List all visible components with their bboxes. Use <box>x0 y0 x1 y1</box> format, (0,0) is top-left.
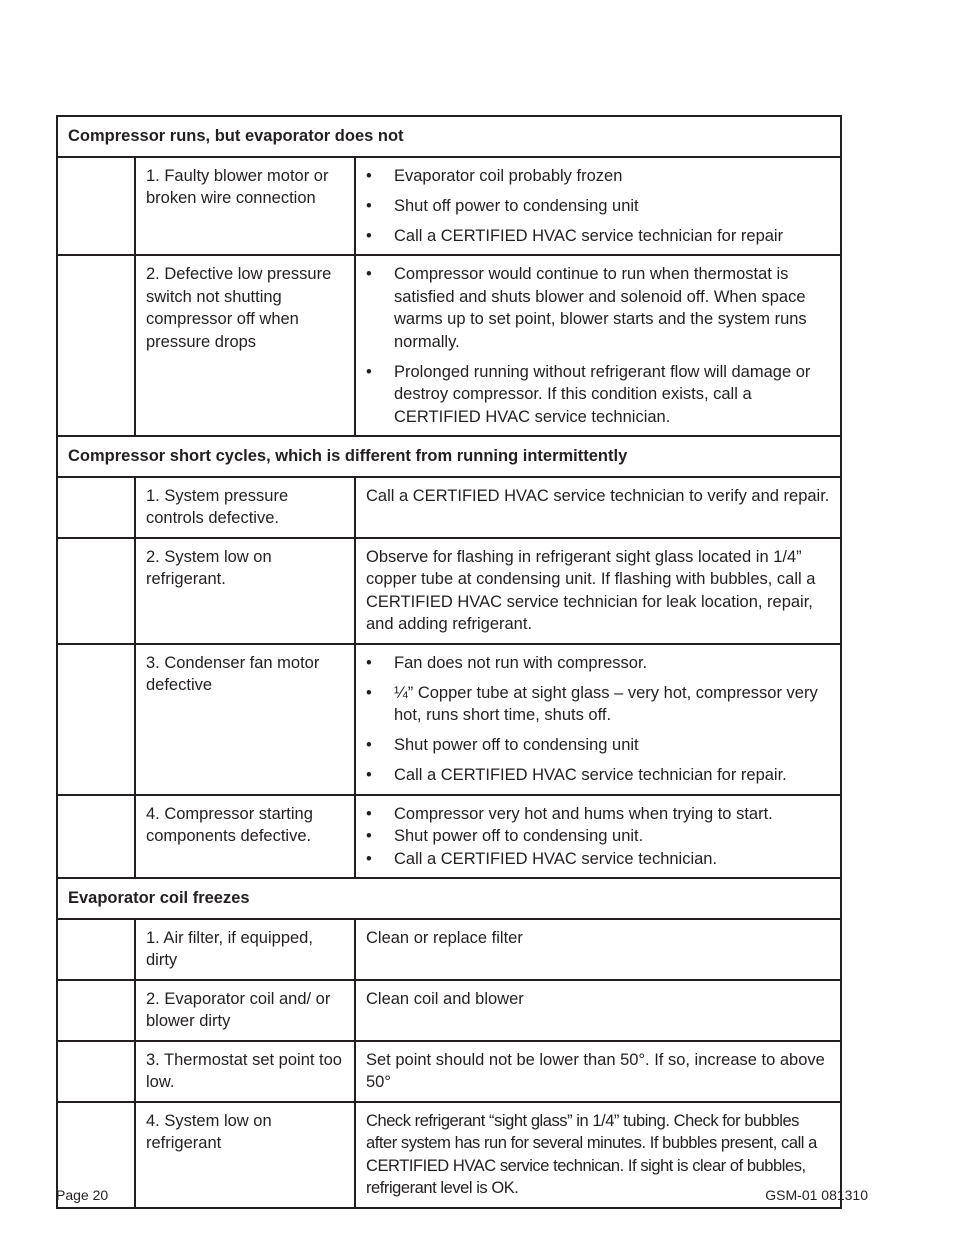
cause-text: 2. System low on refrigerant. <box>146 547 272 588</box>
bullet-icon: • <box>366 827 372 845</box>
cause-text: 2. Defective low pressure switch not shutting compressor off when pressure drops <box>146 265 332 351</box>
remedy-cell <box>355 644 841 795</box>
remedy-cell <box>355 919 841 980</box>
remedy-text: Call a CERTIFIED HVAC service technician for repair. <box>394 766 787 784</box>
troubleshooting-table <box>56 115 842 1209</box>
bullet-icon: • <box>366 196 372 215</box>
blank-cell <box>57 1041 135 1102</box>
section-header-row <box>57 878 841 919</box>
cause-cell <box>135 980 355 1041</box>
remedy-cell <box>355 1041 841 1102</box>
remedy-list <box>366 263 830 428</box>
remedy-text: Check refrigerant “sight glass” in 1/4” tubing. Check for bubbles after system has run for several minutes. If bubbles present, call a CERTIFIED HVAC service technican. If sight is clear of bubbles, refrigerant level is OK. <box>366 1111 817 1197</box>
list-item <box>366 803 830 826</box>
table-row <box>57 477 841 538</box>
table-row <box>57 644 841 795</box>
cause-text: 1. Faulty blower motor or broken wire connection <box>146 166 329 207</box>
cause-cell <box>135 1102 355 1208</box>
remedy-text: Shut power off to condensing unit <box>394 736 639 754</box>
blank-cell <box>57 477 135 538</box>
blank-cell <box>57 795 135 879</box>
section-header-row <box>57 436 841 477</box>
bullet-icon: • <box>366 226 372 245</box>
remedy-text: Call a CERTIFIED HVAC service technician to verify and repair. <box>366 486 830 505</box>
list-item <box>366 361 830 429</box>
bullet-icon: • <box>366 653 372 672</box>
remedy-text: Shut power off to condensing unit. <box>394 827 644 845</box>
section-heading: Evaporator coil freezes <box>57 878 841 919</box>
section-heading: Compressor short cycles, which is different from running intermittently <box>57 436 841 477</box>
list-item <box>366 225 830 248</box>
cause-text: 4. Compressor starting components defective. <box>146 804 313 845</box>
blank-cell <box>57 255 135 436</box>
table-row <box>57 1102 841 1208</box>
table-row <box>57 538 841 644</box>
bullet-icon: • <box>366 766 372 784</box>
blank-cell <box>57 157 135 256</box>
remedy-cell <box>355 538 841 644</box>
cause-cell <box>135 538 355 644</box>
list-item <box>366 263 830 353</box>
remedy-text: Compressor would continue to run when thermostat is satisfied and shuts blower and solenoid off. When space warms up to set point, blower starts and the system runs normally. <box>394 265 807 351</box>
section-header-row <box>57 116 841 157</box>
remedy-text: Fan does not run with compressor. <box>394 653 648 672</box>
bullet-icon: • <box>366 166 372 185</box>
cause-text: 4. System low on refrigerant <box>146 1111 272 1152</box>
list-item <box>366 848 830 871</box>
remedy-text: Compressor very hot and hums when trying to start. <box>394 804 773 823</box>
cause-text: 1. System pressure controls defective. <box>146 486 289 527</box>
list-item <box>366 652 830 675</box>
list-item <box>366 734 830 757</box>
cause-cell <box>135 255 355 436</box>
document-id: GSM-01 081310 <box>765 1187 868 1203</box>
remedy-text: Prolonged running without refrigerant flow will damage or destroy compressor. If this condition exists, call a CERTIFIED HVAC service technician. <box>394 362 811 426</box>
cause-cell <box>135 157 355 256</box>
remedy-text: Call a CERTIFIED HVAC service technician for repair <box>394 226 784 245</box>
remedy-text: Set point should not be lower than 50°. If so, increase to above 50° <box>366 1050 825 1091</box>
remedy-cell <box>355 157 841 256</box>
blank-cell <box>57 538 135 644</box>
list-item <box>366 682 830 727</box>
bullet-icon: • <box>366 849 372 868</box>
blank-cell <box>57 919 135 980</box>
remedy-list <box>366 165 830 248</box>
list-item <box>366 764 830 787</box>
remedy-cell <box>355 980 841 1041</box>
bullet-icon: • <box>366 804 372 823</box>
blank-cell <box>57 644 135 795</box>
remedy-text: Shut off power to condensing unit <box>394 196 639 215</box>
remedy-cell <box>355 477 841 538</box>
cause-cell <box>135 919 355 980</box>
bullet-icon: • <box>366 683 372 702</box>
remedy-list <box>366 652 830 787</box>
remedy-list <box>366 803 830 871</box>
page-number: Page 20 <box>56 1187 109 1203</box>
bullet-icon: • <box>366 736 372 754</box>
section-heading: Compressor runs, but evaporator does not <box>57 116 841 157</box>
list-item <box>366 165 830 188</box>
remedy-text: Observe for flashing in refrigerant sight glass located in 1/4” copper tube at condensing unit. If flashing with bubbles, call a CERTIFIED HVAC service technician for leak location, repair, and adding refrigerant. <box>366 547 816 633</box>
cause-cell <box>135 477 355 538</box>
cause-cell <box>135 1041 355 1102</box>
cause-cell <box>135 644 355 795</box>
table-row <box>57 795 841 879</box>
table-row <box>57 980 841 1041</box>
cause-text: 3. Condenser fan motor defective <box>146 653 320 694</box>
cause-text: 2. Evaporator coil and/ or blower dirty <box>146 989 331 1030</box>
cause-text: 1. Air filter, if equipped, dirty <box>146 928 313 969</box>
remedy-text: Clean coil and blower <box>366 989 524 1008</box>
table-row <box>57 919 841 980</box>
remedy-text: Call a CERTIFIED HVAC service technician. <box>394 849 718 868</box>
bullet-icon: • <box>366 265 372 283</box>
remedy-text: Evaporator coil probably frozen <box>394 166 623 185</box>
cause-cell <box>135 795 355 879</box>
table-row <box>57 1041 841 1102</box>
table-row <box>57 255 841 436</box>
blank-cell <box>57 980 135 1041</box>
remedy-cell <box>355 255 841 436</box>
remedy-text: Clean or replace filter <box>366 928 523 947</box>
list-item <box>366 195 830 218</box>
remedy-cell <box>355 795 841 879</box>
cause-text: 3. Thermostat set point too low. <box>146 1050 342 1091</box>
remedy-text: ¼” Copper tube at sight glass – very hot, compressor very hot, runs short time, shuts off. <box>394 683 818 724</box>
table-row <box>57 157 841 256</box>
list-item <box>366 825 830 848</box>
bullet-icon: • <box>366 362 372 381</box>
